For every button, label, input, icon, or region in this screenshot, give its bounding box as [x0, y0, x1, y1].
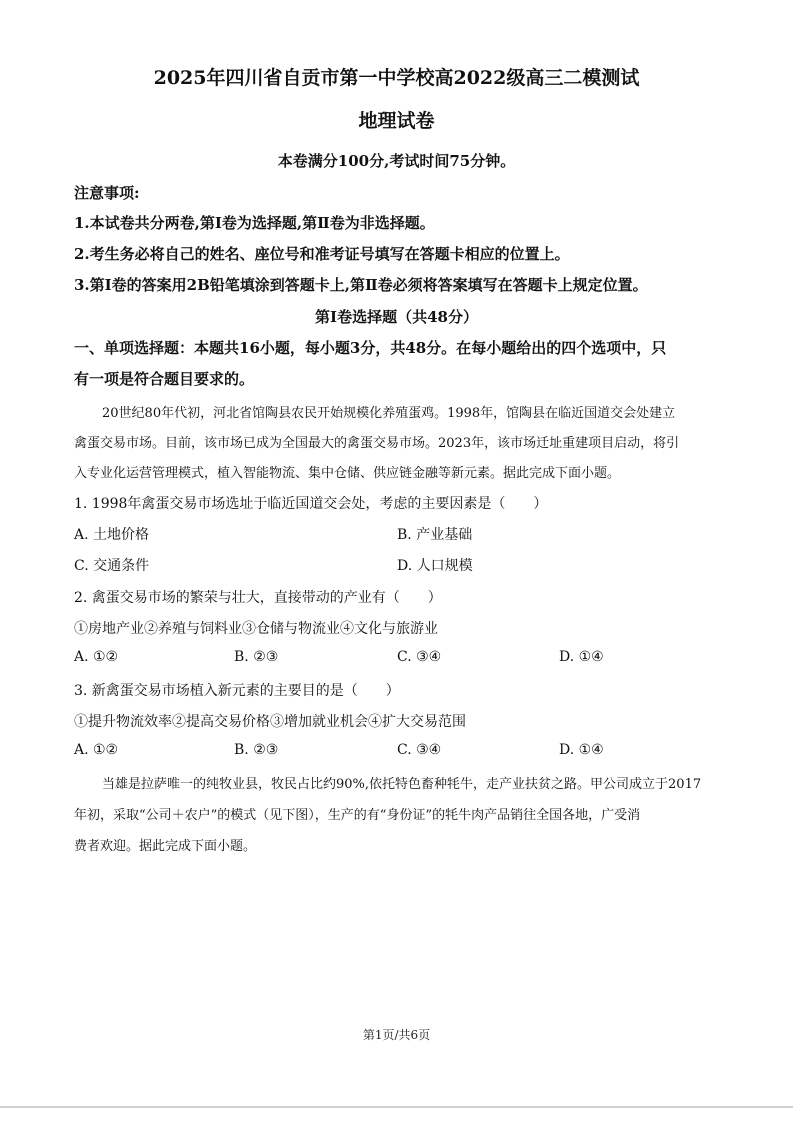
q2-option-b: B. ②③: [234, 649, 279, 665]
passage1-line1: 20世纪80年代初，河北省馆陶县农民开始规模化养殖蛋鸡。1998年，馆陶县在临近国道交会处建立: [102, 406, 676, 421]
passage2-line3: 费者欢迎。据此完成下面小题。: [74, 839, 257, 854]
q3-options-line: ①提升物流效率②提高交易价格③增加就业机会④扩大交易范围: [74, 714, 466, 730]
passage2-line2: 年初，采取“公司＋农户”的模式（见下图），生产的有“身份证”的牦牛肉产品销往全国各地，广受消: [74, 808, 641, 823]
q3-stem: 3. 新禽蛋交易市场植入新元素的主要目的是（ ）: [74, 683, 400, 699]
q2-option-a: A. ①②: [74, 649, 119, 665]
note-item-3: 3.第Ⅰ卷的答案用2B铅笔填涂到答题卡上,第Ⅱ卷必须将答案填写在答题卡上规定位置。: [74, 276, 648, 294]
section-title: 第Ⅰ卷选择题（共48分）: [315, 308, 478, 326]
q2-options-line: ①房地产业②养殖与饲料业③仓储与物流业④文化与旅游业: [74, 621, 438, 637]
q1-stem: 1. 1998年禽蛋交易市场选址于临近国道交会处，考虑的主要因素是（ ）: [74, 496, 548, 512]
q3-option-d: D. ①④: [559, 742, 604, 758]
q2-stem: 2. 禽蛋交易市场的繁荣与壮大，直接带动的产业有（ ）: [74, 590, 442, 606]
exam-subject: 地理试卷: [358, 110, 435, 132]
q1-option-d: D. 人口规模: [397, 558, 473, 574]
q2-option-c: C. ③④: [397, 649, 442, 665]
q2-option-d: D. ①④: [559, 649, 604, 665]
notes-heading: 注意事项:: [74, 184, 140, 202]
q3-option-a: A. ①②: [74, 742, 119, 758]
q3-option-c: C. ③④: [397, 742, 442, 758]
note-item-2: 2.考生务必将自己的姓名、座位号和准考证号填写在答题卡相应的位置上。: [74, 245, 570, 263]
passage1-line2: 禽蛋交易市场。目前，该市场已成为全国最大的禽蛋交易市场。2023年，该市场迁址重建项目启动，将引: [74, 436, 680, 451]
q1-option-b: B. 产业基础: [397, 527, 473, 543]
score-info: 本卷满分100分,考试时间75分钟。: [277, 152, 516, 170]
q1-option-c: C. 交通条件: [74, 558, 150, 574]
passage1-line3: 入专业化运营管理模式，植入智能物流、集中仓储、供应链金融等新元素。据此完成下面小题。: [74, 466, 621, 481]
passage2-line1: 当雄是拉萨唯一的纯牧业县，牧民占比约90%,依托特色畜种牦牛，走产业扶贫之路。甲公司成立于2017: [102, 777, 702, 792]
section-instruction-line2: 有一项是符合题目要求的。: [74, 370, 255, 388]
section-instruction-line1: 一、单项选择题：本题共16小题，每小题3分，共48分。在每小题给出的四个选项中，只: [74, 339, 667, 357]
exam-title: 2025年四川省自贡市第一中学校高2022级高三二模测试: [153, 67, 640, 89]
note-item-1: 1.本试卷共分两卷,第Ⅰ卷为选择题,第Ⅱ卷为非选择题。: [74, 214, 435, 232]
page-bottom-divider: [0, 1106, 793, 1108]
q1-option-a: A. 土地价格: [74, 527, 150, 543]
page-number: 第1页/共6页: [362, 1028, 431, 1042]
q3-option-b: B. ②③: [234, 742, 279, 758]
